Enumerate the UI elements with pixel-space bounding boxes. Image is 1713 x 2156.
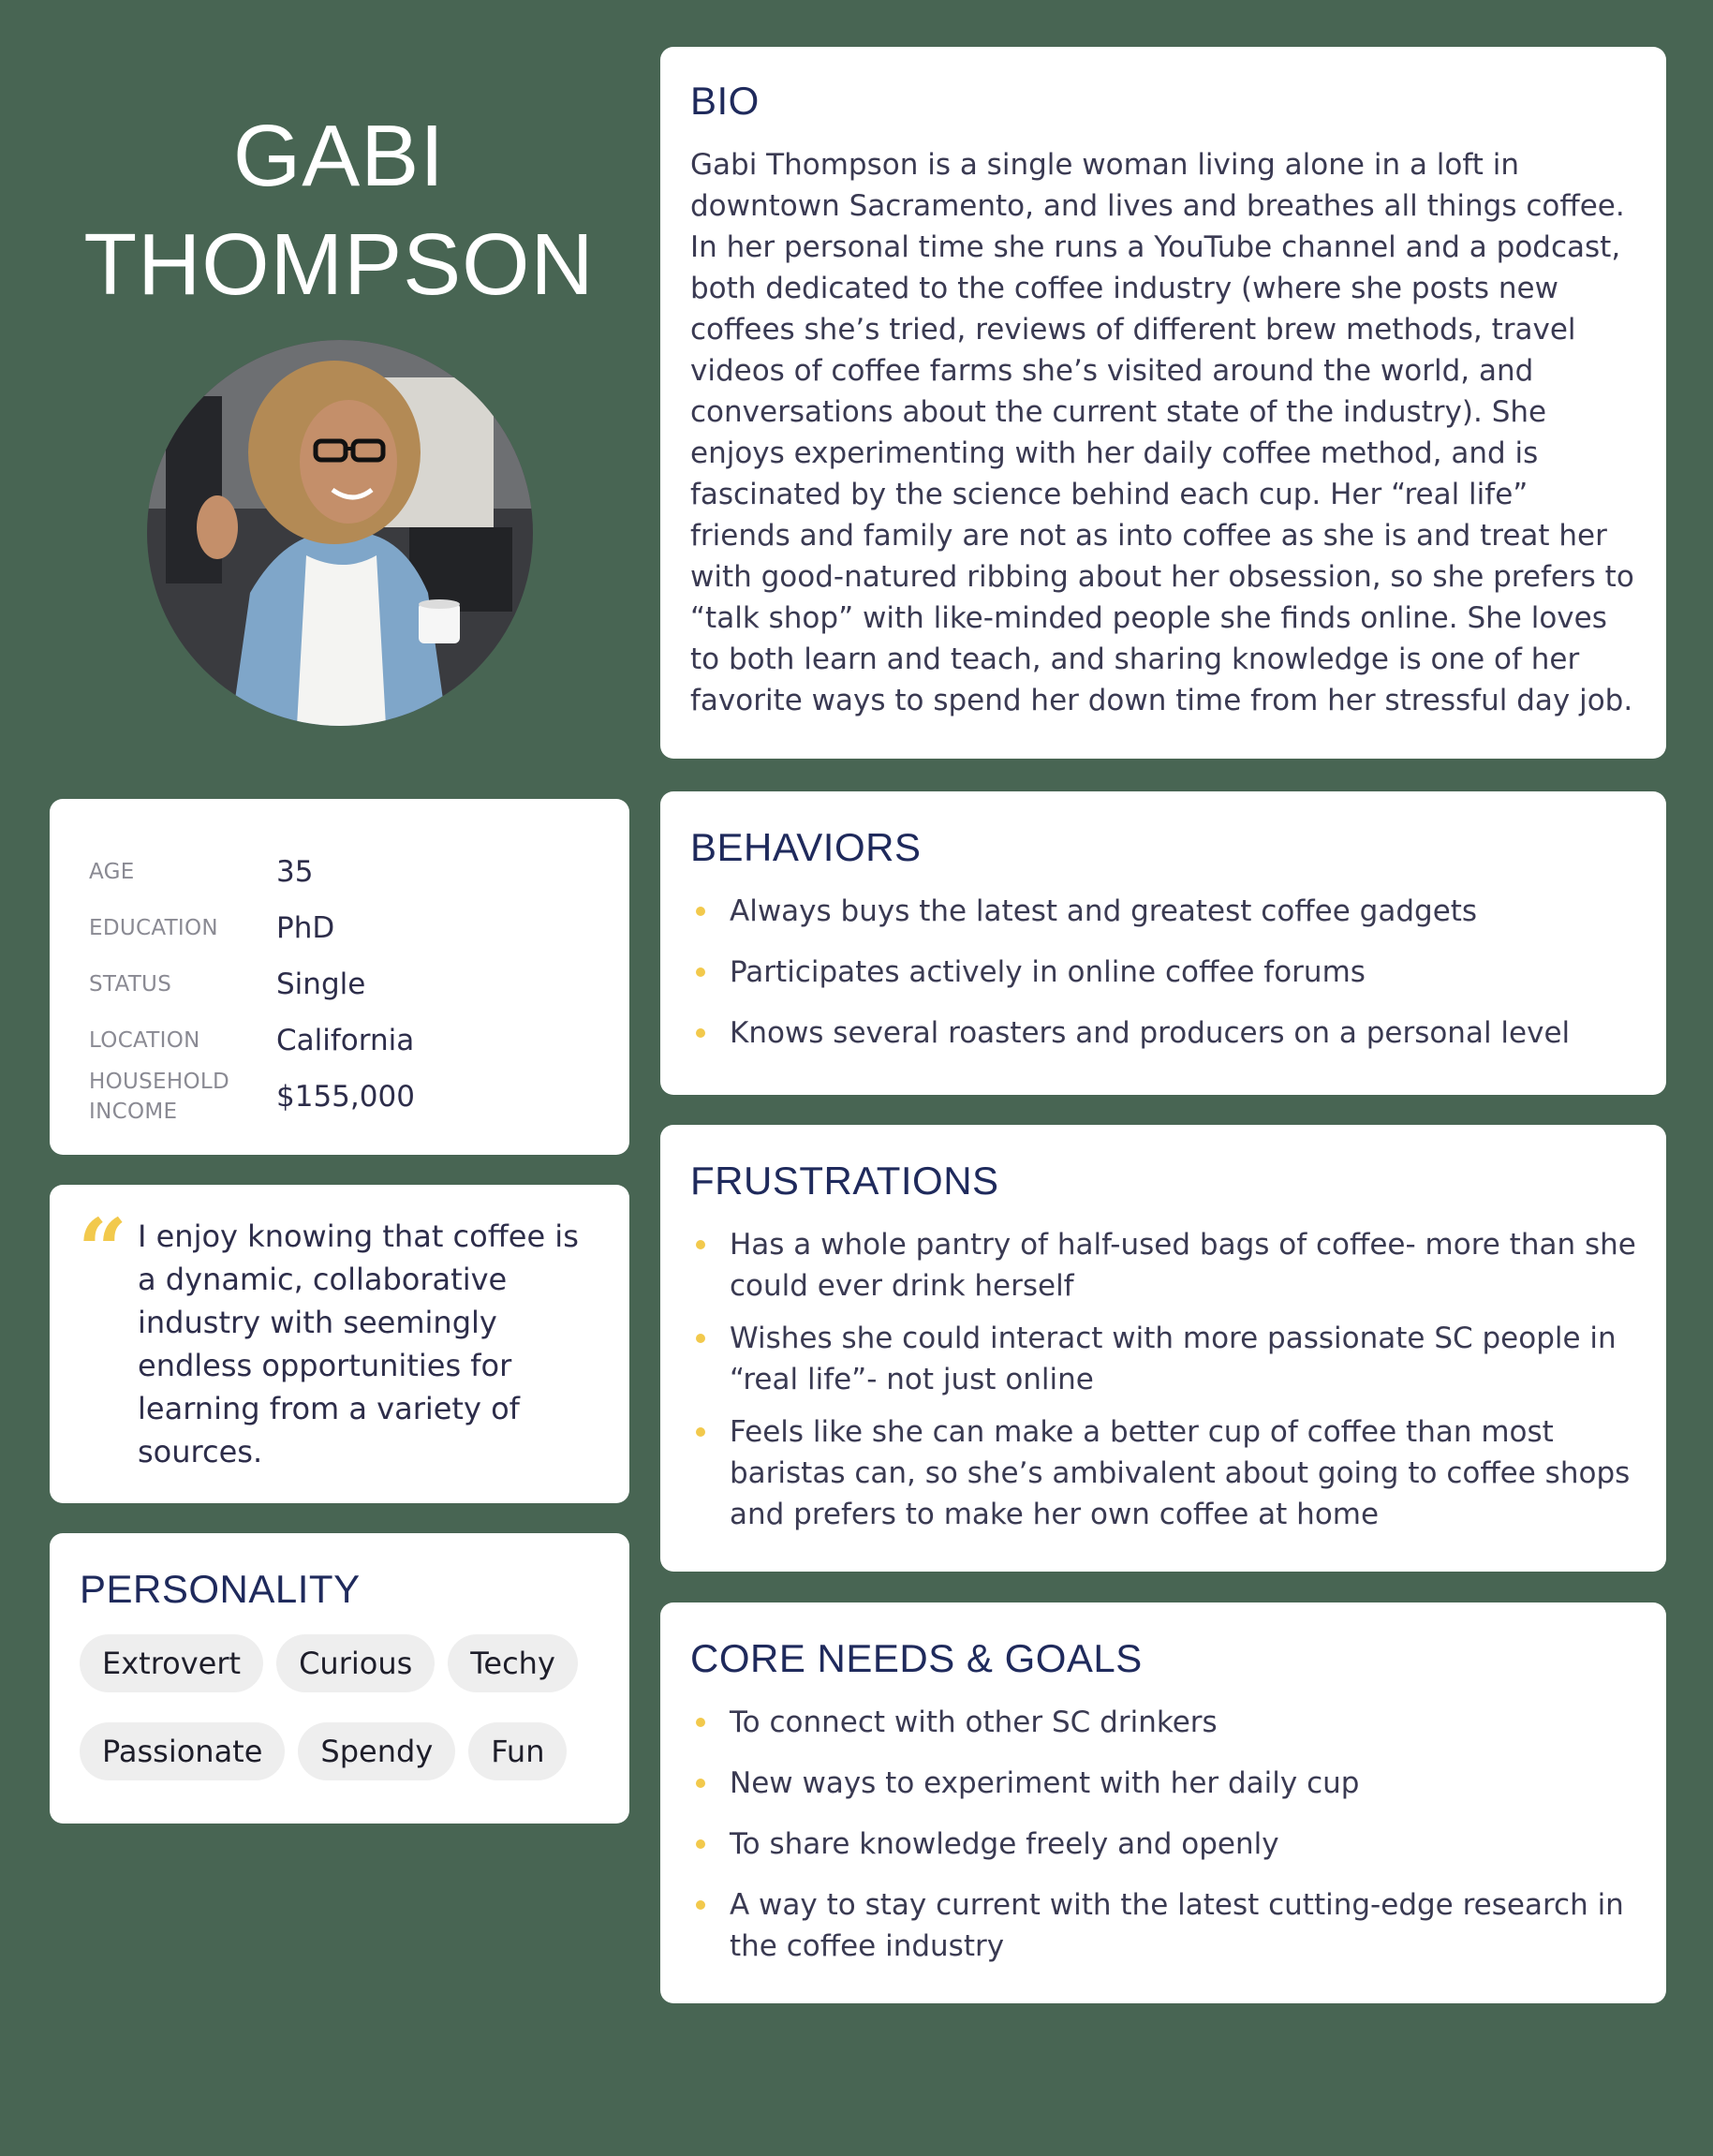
list-item: Knows several roasters and producers on a personal level (690, 1012, 1636, 1054)
goals-title: CORE NEEDS & GOALS (690, 1636, 1143, 1680)
demo-row-age (89, 844, 590, 900)
personality-tag: Spendy (298, 1722, 455, 1780)
demo-value: 35 (276, 855, 314, 889)
list-item: To share knowledge freely and openly (690, 1824, 1636, 1865)
quote-text: I enjoy knowing that coffee is a dynamic, collaborative industry with seemingly endless opportunities for learning from a variety of sources. (138, 1218, 579, 1469)
list-item: Participates actively in online coffee forums (690, 952, 1636, 993)
personality-card (50, 1533, 629, 1824)
behaviors-list (690, 891, 1636, 1054)
quote-card (50, 1185, 629, 1503)
demo-row-education (89, 900, 590, 956)
list-item: To connect with other SC drinkers (690, 1702, 1636, 1743)
goals-card (660, 1602, 1666, 2003)
list-item: Wishes she could interact with more passionate SC people in “real life”- not just online (690, 1318, 1636, 1400)
demo-label: LOCATION (89, 1028, 200, 1053)
personality-tag: Techy (448, 1634, 578, 1692)
demo-value: $155,000 (276, 1080, 415, 1114)
personality-tag: Passionate (80, 1722, 285, 1780)
demo-value: Single (276, 967, 366, 1001)
personality-tag: Curious (276, 1634, 435, 1692)
bio-text: Gabi Thompson is a single woman living alone in a loft in downtown Sacramento, and lives and breathes all things coffee. In her personal time she runs a YouTube channel and a podcast, both dedicated to the coffee industry (where she posts new coffees she’s tried, reviews of different brew methods, travel videos of coffee farms she’s visited around the world, and conversations about the current state of the industry). She enjoys experimenting with her daily coffee method, and is fascinated by the science behind each cup. Her “real life” friends and family are not as into coffee as she is and treat her with good-natured ribbing about her obsession, so she prefers to “talk shop” with like-minded people she finds online. She loves to both learn and teach, and sharing knowledge is one of her favorite ways to spend her down time from her stressful day job. (690, 148, 1634, 717)
frustrations-list (690, 1224, 1636, 1535)
persona-name (49, 101, 629, 318)
personality-tag: Fun (468, 1722, 567, 1780)
personality-title: PERSONALITY (80, 1567, 361, 1611)
demo-label: HOUSEHOLD INCOME (89, 1070, 229, 1124)
demo-label: STATUS (89, 972, 172, 997)
demo-row-location (89, 1012, 590, 1069)
list-item: Has a whole pantry of half-used bags of coffee- more than she could ever drink herself (690, 1224, 1636, 1307)
personality-tag: Extrovert (80, 1634, 263, 1692)
persona-first-name: GABI (232, 107, 446, 204)
behaviors-card (660, 791, 1666, 1095)
goals-list (690, 1702, 1636, 1967)
demo-row-household-income (89, 1069, 590, 1125)
behaviors-title: BEHAVIORS (690, 825, 922, 869)
list-item: Always buys the latest and greatest coffee gadgets (690, 891, 1636, 932)
bio-card (660, 47, 1666, 759)
bio-title: BIO (690, 79, 760, 123)
list-item: A way to stay current with the latest cutting-edge research in the coffee industry (690, 1884, 1636, 1967)
frustrations-title: FRUSTRATIONS (690, 1159, 999, 1203)
demographics-card (50, 799, 629, 1155)
persona-last-name: THOMPSON (83, 215, 595, 313)
list-item: Feels like she can make a better cup of coffee than most baristas can, so she’s ambivalent about going to coffee shops and prefers to make her own coffee at home (690, 1411, 1636, 1535)
demo-row-status (89, 956, 590, 1012)
personality-tags (80, 1634, 604, 1780)
quote-icon: “ (78, 1200, 127, 1301)
demo-label: EDUCATION (89, 916, 218, 940)
avatar-photo (147, 340, 533, 726)
frustrations-card (660, 1125, 1666, 1572)
demo-value: PhD (276, 911, 335, 945)
list-item: New ways to experiment with her daily cup (690, 1763, 1636, 1804)
avatar (147, 340, 533, 726)
demo-label: AGE (89, 860, 135, 884)
demo-value: California (276, 1024, 415, 1057)
